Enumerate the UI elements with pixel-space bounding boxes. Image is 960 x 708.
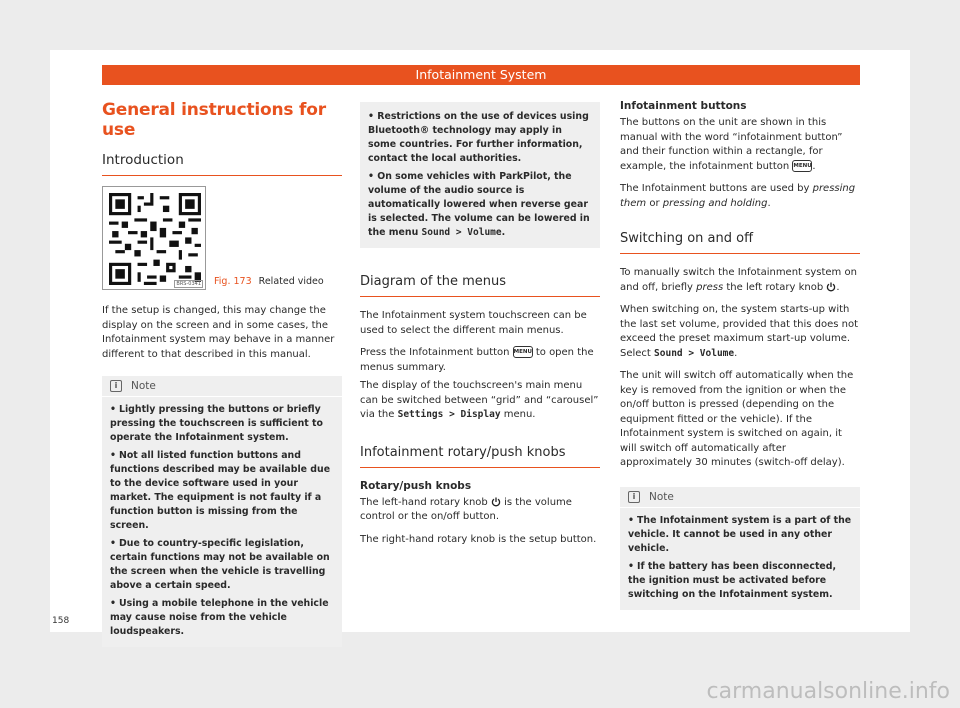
diagram-paragraph-1: The Infotainment system touchscreen can be used to select the different main menus.: [360, 310, 587, 336]
note-title: Note: [131, 380, 156, 392]
qr-code-icon: [109, 193, 201, 285]
watermark: carmanualsonline.info: [706, 679, 950, 704]
note-list: [102, 397, 342, 639]
note-box-2: [620, 487, 860, 610]
switching-paragraph-2: When switching on, the system starts-up with the last set volume, provided that this does not exceed the preset maximum start-up volume. Select Sound > Volume.: [620, 304, 859, 359]
chapter-header: Infotainment System: [102, 65, 860, 85]
power-icon: [491, 497, 501, 507]
rotary-paragraph-2: The right-hand rotary knob is the setup button.: [360, 533, 597, 545]
note-title: Note: [649, 490, 674, 503]
buttons-paragraph-2: The Infotainment buttons are used by pressing them or pressing and holding.: [620, 183, 856, 209]
switching-paragraph-3: The unit will switch off automatically when the key is removed from the ignition or when the on/off button is pressed (depending on the equipment fitted or the vehicle). If the Infotainment system is switched on again, it will switch off automatically after approximately 30 minutes (switch-off delay).: [620, 370, 854, 468]
page-title: General instructions for use: [102, 100, 326, 140]
section-heading-introduction: Introduction: [102, 152, 342, 176]
diagram-paragraph-3: The display of the touchscreen's main menu can be switched between “grid” and “carousel” via the Settings > Display menu.: [360, 380, 599, 420]
switching-paragraph-1: To manually switch the Infotainment system on and off, briefly press the left rotary knob .: [620, 267, 857, 293]
section-heading-switching: Switching on and off: [620, 231, 860, 254]
list-item: • The Infotainment system is a part of the vehicle. It cannot be used in any other vehicle.: [628, 514, 852, 554]
list-item: • Due to country-specific legislation, certain functions may not be available on the screen when the vehicle is travelling above a certain speed.: [110, 538, 330, 591]
note-header: [620, 487, 860, 508]
note-box-1: [102, 376, 342, 647]
column-3: [620, 100, 860, 610]
list-item: • Lightly pressing the buttons or briefly pressing the touchscreen is sufficient to operate the Infotainment system.: [110, 404, 323, 443]
figure-code: BRS-0341: [176, 281, 201, 287]
menu-button-icon: MENU: [513, 346, 533, 358]
figure-173: [102, 186, 342, 290]
menu-path-sound-volume: Sound > Volume: [421, 227, 502, 238]
note-header: [102, 376, 342, 397]
list-item: • If the battery has been disconnected, the ignition must be activated before switching on the Infotainment system.: [628, 560, 837, 600]
section-heading-rotary: Infotainment rotary/push knobs: [360, 445, 600, 468]
figure-caption-text: Related video: [258, 276, 324, 287]
manual-page: [50, 50, 910, 637]
subheading-rotary-knobs: Rotary/push knobs: [360, 479, 472, 492]
column-1: [102, 100, 342, 647]
figure-caption: [214, 276, 324, 287]
diagram-paragraph-2: Press the Infotainment button MENU to open the menus summary.: [360, 347, 594, 373]
list-item: • On some vehicles with ParkPilot, the volume of the audio source is automatically lowered when reverse gear is selected. The volume can be lowered in the menu Sound > Volume.: [368, 171, 590, 238]
list-item: • Using a mobile telephone in the vehicle may cause noise from the vehicle loudspeakers.: [110, 598, 329, 637]
figure-number: Fig. 173: [214, 276, 252, 287]
info-icon: i: [110, 380, 122, 392]
subheading-infotainment-buttons: Infotainment buttons: [620, 100, 747, 112]
power-icon: [826, 282, 836, 292]
rotary-paragraph-1: The left-hand rotary knob is the volume control or the on/off button.: [360, 496, 572, 522]
list-item: • Restrictions on the use of devices using Bluetooth® technology may apply in some countries. For further information, contact the local authorities.: [368, 111, 589, 164]
buttons-paragraph-1: The buttons on the unit are shown in this manual with the word “infotainment button” and their function within a rectangle, for example, the infotainment button MENU.: [620, 117, 843, 172]
menu-path-sound-volume: Sound > Volume: [654, 347, 735, 359]
intro-paragraph: If the setup is changed, this may change the display on the screen and in some cases, the Infotainment system may behave in a manner different to that described in this manual.: [102, 305, 335, 360]
column-2: [360, 102, 600, 547]
note-list: [368, 110, 592, 240]
menu-path-settings-display: Settings > Display: [397, 409, 501, 420]
note-list: [620, 508, 860, 602]
page-number: 158: [52, 616, 70, 626]
list-item: • Not all listed function buttons and functions described may be available due to the device software used in your market. The equipment is not faulty if a function button is missing from the screen.: [110, 450, 331, 531]
info-icon: i: [628, 491, 640, 503]
qr-code[interactable]: [102, 186, 206, 290]
menu-button-icon: MENU: [792, 160, 812, 172]
section-heading-diagram: Diagram of the menus: [360, 274, 600, 297]
note-box-continued: [360, 102, 600, 248]
